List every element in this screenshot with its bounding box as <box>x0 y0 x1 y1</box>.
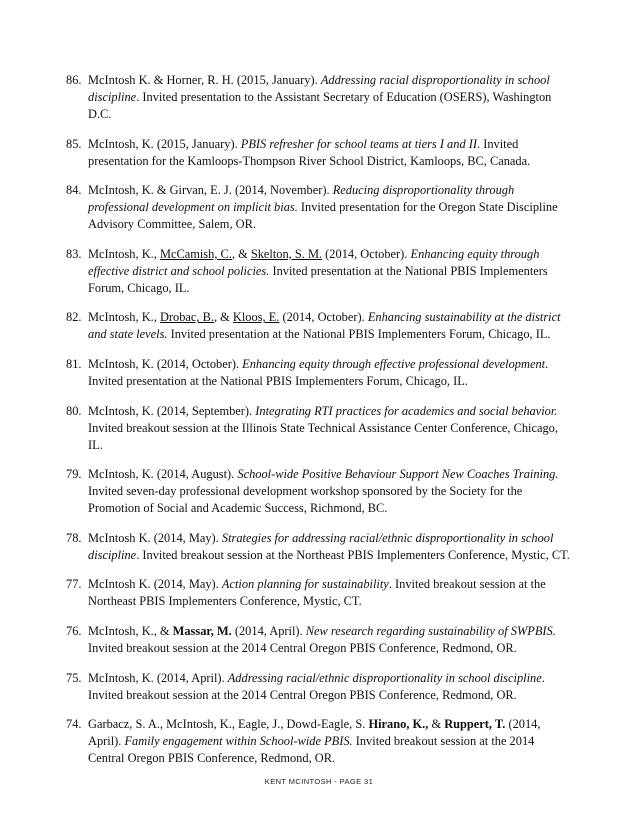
citation-author-highlight: Ruppert, T. <box>444 717 506 732</box>
entry-citation <box>88 467 558 515</box>
entry-citation <box>88 577 546 608</box>
entry-citation <box>88 404 558 452</box>
entry-citation <box>88 671 545 702</box>
citation-title: Addressing racial disproportionality in school discipline <box>88 73 550 104</box>
citation-title: Strategies for addressing racial/ethnic disproportionality in school discipline <box>88 530 554 562</box>
entry-number: 83. <box>66 246 82 261</box>
entry-number: 82. <box>66 310 82 325</box>
citation-text: Invited presentation for the Oregon State Discipline Advisory Committee, Salem, OR. <box>88 200 558 232</box>
citation-text: (2014, October). <box>322 246 411 261</box>
citation-author-student: Kloos, E. <box>232 310 280 325</box>
citation-text: McIntosh K. (2014, May). <box>88 577 222 592</box>
citation-text: . Invited presentation at the National PBIS Implementers Forum, Chicago, IL. <box>88 356 549 388</box>
citation-text: McIntosh, K. (2014, September). <box>88 403 256 418</box>
citation-text: . Invited breakout session at the Northeast PBIS Implementers Conference, Mystic, CT. <box>136 547 570 562</box>
citation-author-student: McCamish, C. <box>159 246 232 261</box>
entry-number: 74. <box>66 717 82 732</box>
citation-text: McIntosh, K. (2014, October). <box>88 356 243 371</box>
list-item <box>66 356 572 390</box>
citation-text: McIntosh, K. & Girvan, E. J. (2014, November). <box>88 183 333 198</box>
citation-text: (2014, October). <box>279 310 368 325</box>
entry-number: 86. <box>66 73 82 87</box>
citation-title: Enhancing equity through effective professional development <box>242 356 546 371</box>
citation-text: & <box>428 717 445 732</box>
citation-text: Garbacz, S. A., McIntosh, K., Eagle, J., Dowd-Eagle, S. <box>88 717 369 732</box>
presentation-list <box>66 72 572 780</box>
citation-title: Enhancing sustainability at the district and state levels. <box>88 310 561 342</box>
citation-text: McIntosh, K. (2015, January). <box>88 136 241 151</box>
citation-author-student: Drobac, B. <box>159 310 214 325</box>
entry-number: 85. <box>66 136 82 151</box>
entry-citation <box>88 247 548 295</box>
citation-text: McIntosh, K., <box>88 310 160 325</box>
citation-text: McIntosh, K., <box>88 246 160 261</box>
citation-author-highlight: Hirano, K., <box>368 717 429 732</box>
entry-citation <box>88 717 540 765</box>
entry-citation <box>88 73 551 121</box>
list-item <box>66 670 572 704</box>
citation-title: Addressing racial/ethnic disproportionality in school discipline <box>227 670 542 685</box>
entry-number: 77. <box>66 577 82 592</box>
citation-title: Family engagement within School-wide PBIS. <box>124 734 353 749</box>
list-item <box>66 182 572 233</box>
list-item <box>66 246 572 297</box>
citation-title: Integrating RTI practices for academics and social behavior. <box>255 403 558 418</box>
citation-author-highlight: Massar, M. <box>172 623 232 638</box>
entry-number: 81. <box>66 356 82 371</box>
entry-number: 80. <box>66 403 82 418</box>
citation-text: McIntosh, K. (2014, August). <box>88 467 238 482</box>
citation-text: . Invited breakout session at the Northeast PBIS Implementers Conference, Mystic, CT. <box>88 577 546 609</box>
citation-title: Enhancing equity through effective district and school policies. <box>88 246 540 278</box>
citation-text: McIntosh K. (2014, May). <box>88 530 222 545</box>
citation-author-student: Skelton, S. M. <box>250 246 323 261</box>
list-item <box>66 72 572 123</box>
entry-number: 78. <box>66 530 82 545</box>
citation-text: McIntosh, K., & <box>88 623 173 638</box>
citation-title: New research regarding sustainability of SWPBIS. <box>305 623 556 638</box>
entry-number: 79. <box>66 467 82 482</box>
citation-text: Invited presentation at the National PBIS Implementers Forum, Chicago, IL. <box>167 327 551 342</box>
citation-text: Invited breakout session at the Illinois State Technical Assistance Center Conference, Chicago, IL. <box>88 420 558 452</box>
citation-text: McIntosh K. & Horner, R. H. (2015, January). <box>88 73 321 87</box>
entry-citation <box>88 137 530 168</box>
list-item <box>66 466 572 517</box>
citation-text: Invited breakout session at the 2014 Central Oregon PBIS Conference, Redmond, OR. <box>88 640 517 655</box>
citation-text: Invited seven-day professional development workshop sponsored by the Society for the Promotion of Social and Academic Success, Richmond, BC. <box>88 484 523 516</box>
citation-text: , & <box>213 310 233 325</box>
citation-text: Invited breakout session at the 2014 Central Oregon PBIS Conference, Redmond, OR. <box>88 734 535 766</box>
entry-citation <box>88 357 548 388</box>
list-item <box>66 530 572 564</box>
entry-citation <box>88 310 561 341</box>
citation-text: , & <box>231 246 251 261</box>
list-item <box>66 623 572 657</box>
citation-text: McIntosh, K. (2014, April). <box>88 670 228 685</box>
entry-number: 76. <box>66 623 82 638</box>
citation-title: Reducing disproportionality through professional development on implicit bias. <box>88 183 515 215</box>
list-item <box>66 136 572 170</box>
citation-text: Invited presentation at the National PBIS Implementers Forum, Chicago, IL. <box>88 263 548 295</box>
citation-title: PBIS refresher for school teams at tiers I and II <box>240 136 477 151</box>
citation-text: . Invited breakout session at the 2014 Central Oregon PBIS Conference, Redmond, OR. <box>88 670 545 702</box>
citation-text: . Invited presentation to the Assistant Secretary of Education (OSERS), Washington D.C. <box>88 90 552 121</box>
entry-citation <box>88 531 570 562</box>
citation-title: Action planning for sustainability <box>221 577 389 592</box>
citation-text: . Invited presentation for the Kamloops-Thompson River School District, Kamloops, BC, Canada. <box>88 136 531 168</box>
entry-citation <box>88 183 558 231</box>
list-item <box>66 403 572 454</box>
list-item <box>66 716 572 767</box>
citation-title: School-wide Positive Behaviour Support New Coaches Training. <box>237 467 559 482</box>
entry-number: 84. <box>66 183 82 198</box>
page-footer: KENT MCINTOSH - PAGE 31 <box>264 777 374 786</box>
list-item <box>66 309 572 343</box>
entry-number: 75. <box>66 670 82 685</box>
citation-text: (2014, April). <box>88 717 541 749</box>
list-item <box>66 576 572 610</box>
entry-citation <box>88 624 556 655</box>
citation-text: (2014, April). <box>231 623 306 638</box>
